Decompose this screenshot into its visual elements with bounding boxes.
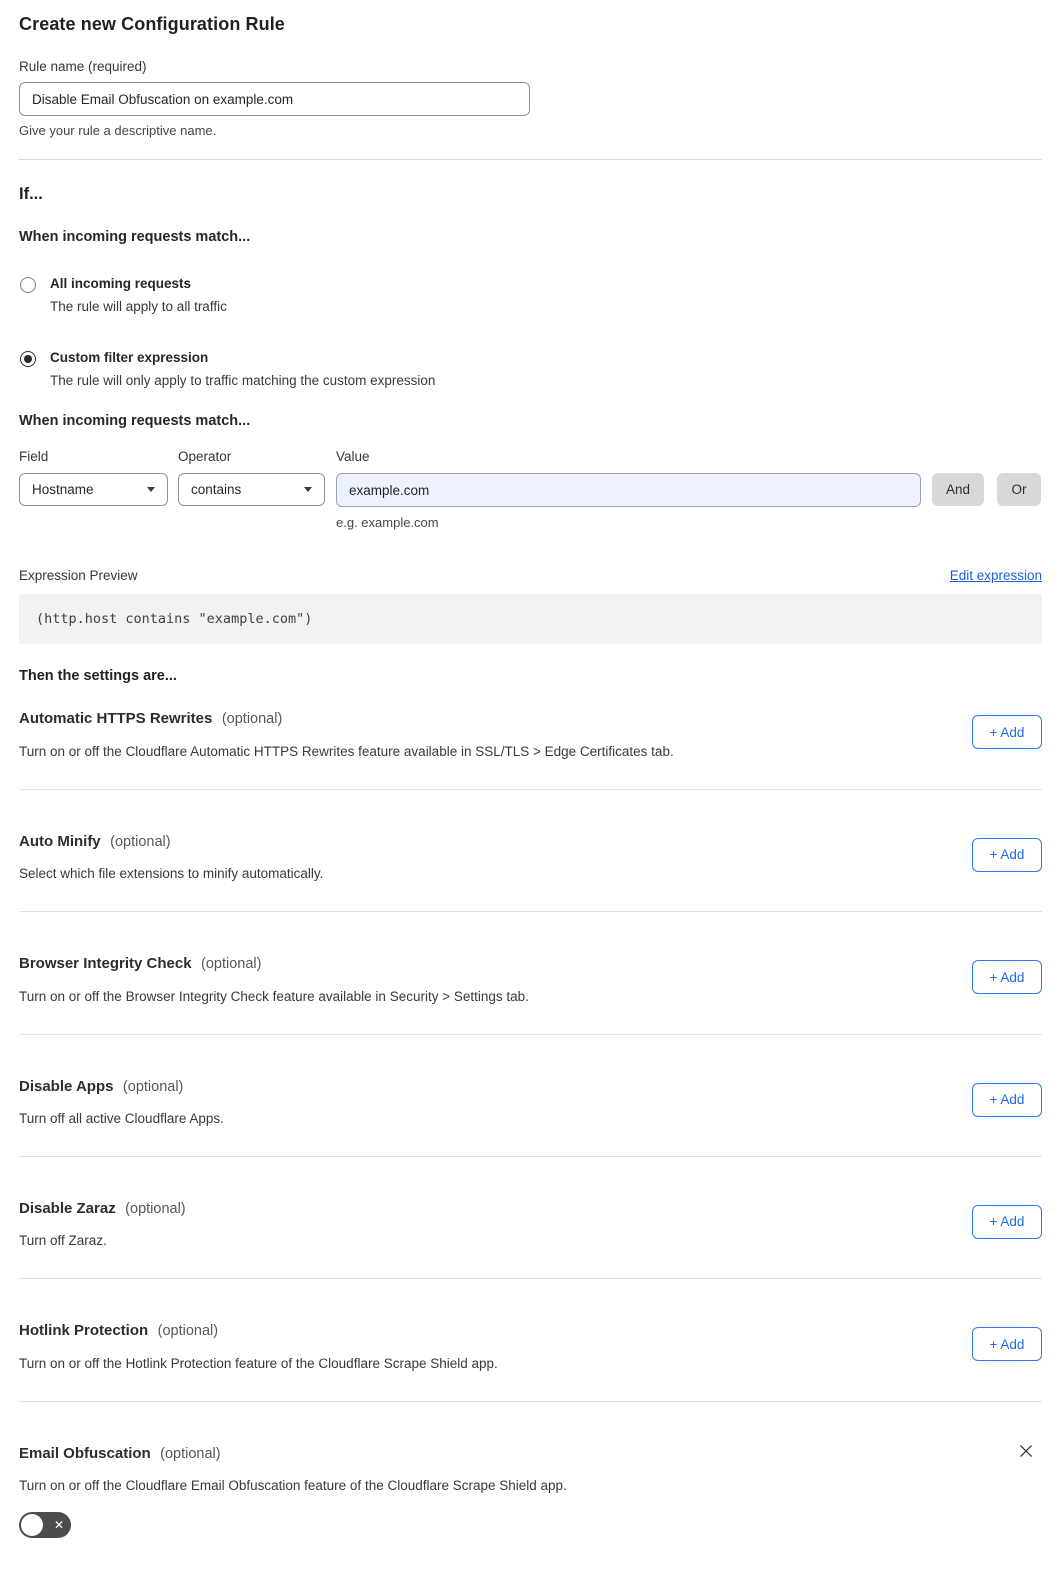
if-heading: If... [19, 185, 43, 203]
rule-name-help: Give your rule a descriptive name. [19, 123, 217, 138]
field-column [19, 449, 168, 507]
setting-title-line [19, 1321, 1042, 1340]
radio-button-selected[interactable] [20, 351, 36, 367]
setting-description: Turn on or off the Cloudflare Email Obfuscation feature of the Cloudflare Scrape Shield app. [19, 1478, 567, 1494]
operator-label: Operator [178, 449, 232, 465]
setting-description: Turn on or off the Browser Integrity Check feature available in Security > Settings tab. [19, 988, 529, 1004]
radio-label: All incoming requests [50, 276, 192, 291]
then-settings-heading: Then the settings are... [19, 668, 177, 685]
setting-auto-minify [19, 790, 1042, 912]
and-or-buttons [921, 449, 1041, 507]
setting-optional-label: (optional) [160, 1445, 221, 1462]
setting-title-line [19, 1199, 1042, 1218]
setting-browser-integrity-check [19, 912, 1042, 1034]
setting-title-line [19, 1077, 1042, 1096]
setting-title-line [19, 954, 1042, 973]
operator-select[interactable] [178, 473, 325, 506]
add-button-disable-zaraz[interactable]: + Add [972, 1205, 1042, 1239]
setting-title-line [19, 709, 1042, 728]
setting-description: Turn on or off the Hotlink Protection feature of the Cloudflare Scrape Shield app. [19, 1355, 498, 1371]
setting-title: Hotlink Protection [19, 1322, 149, 1340]
add-button-disable-apps[interactable]: + Add [972, 1083, 1042, 1117]
setting-optional-label: (optional) [110, 833, 171, 850]
toggle-off-x-icon: ✕ [53, 1518, 64, 1533]
operator-select-value: contains [191, 482, 242, 498]
radio-text [50, 350, 435, 388]
chevron-down-icon [304, 487, 312, 492]
radio-option-custom-filter-expression[interactable] [19, 350, 1042, 388]
field-select[interactable] [19, 473, 168, 506]
expression-preview-header [19, 568, 1042, 583]
radio-description: The rule will apply to all traffic [50, 299, 227, 315]
value-help-text: e.g. example.com [336, 515, 439, 531]
setting-title-line [19, 1444, 1042, 1463]
filter-builder-row [19, 449, 1042, 507]
and-button[interactable]: And [932, 473, 984, 506]
toggle-knob [21, 1514, 43, 1536]
setting-optional-label: (optional) [221, 711, 283, 728]
setting-description: Turn on or off the Cloudflare Automatic HTTPS Rewrites feature available in SSL/TLS > Edge Certificates tab. [19, 743, 674, 759]
setting-title: Disable Zaraz [19, 1199, 116, 1217]
setting-title: Browser Integrity Check [19, 955, 192, 973]
setting-title: Disable Apps [19, 1077, 114, 1095]
field-label: Field [19, 449, 49, 465]
value-label: Value [336, 449, 370, 465]
setting-disable-zaraz [19, 1157, 1042, 1279]
or-button[interactable]: Or [997, 473, 1041, 506]
value-input[interactable] [336, 473, 921, 507]
operator-column [178, 449, 325, 507]
radio-description: The rule will only apply to traffic matching the custom expression [50, 373, 436, 389]
email-obfuscation-toggle-off[interactable] [19, 1512, 71, 1538]
radio-text [50, 276, 227, 314]
setting-email-obfuscation [19, 1402, 1042, 1543]
close-icon[interactable] [1017, 1442, 1035, 1460]
add-button-automatic-https-rewrites[interactable]: + Add [972, 715, 1042, 749]
setting-hotlink-protection [19, 1279, 1042, 1401]
rule-name-group [19, 59, 1042, 138]
match-heading: When incoming requests match... [19, 229, 251, 245]
expression-code-block: (http.host contains "example.com") [19, 594, 1042, 644]
radio-label: Custom filter expression [50, 350, 209, 366]
page-title: Create new Configuration Rule [19, 14, 285, 34]
setting-optional-label: (optional) [125, 1200, 186, 1217]
add-button-auto-minify[interactable]: + Add [972, 838, 1042, 872]
expression-preview-label: Expression Preview [19, 568, 138, 584]
setting-title: Auto Minify [19, 832, 101, 850]
radio-option-all-incoming-requests[interactable] [19, 276, 1042, 314]
setting-optional-label: (optional) [201, 956, 262, 973]
setting-description: Turn off all active Cloudflare Apps. [19, 1110, 224, 1126]
setting-optional-label: (optional) [157, 1323, 219, 1340]
setting-title: Email Obfuscation [19, 1444, 151, 1462]
rule-name-label: Rule name (required) [19, 59, 147, 74]
setting-description: Turn off Zaraz. [19, 1233, 107, 1249]
setting-title: Automatic HTTPS Rewrites [19, 710, 213, 728]
value-column [336, 449, 921, 507]
add-button-hotlink-protection[interactable]: + Add [972, 1327, 1042, 1361]
setting-disable-apps [19, 1035, 1042, 1157]
section-divider [19, 159, 1042, 160]
edit-expression-link[interactable]: Edit expression [949, 568, 1042, 584]
radio-button-unselected[interactable] [20, 277, 36, 293]
setting-title-line [19, 832, 1042, 851]
rule-name-input[interactable] [19, 82, 530, 116]
field-select-value: Hostname [32, 482, 94, 498]
chevron-down-icon [147, 487, 155, 492]
add-button-browser-integrity-check[interactable]: + Add [972, 960, 1042, 994]
setting-description: Select which file extensions to minify automatically. [19, 866, 324, 882]
setting-automatic-https-rewrites [19, 684, 1042, 789]
setting-optional-label: (optional) [122, 1078, 184, 1095]
filter-match-heading: When incoming requests match... [19, 413, 251, 430]
